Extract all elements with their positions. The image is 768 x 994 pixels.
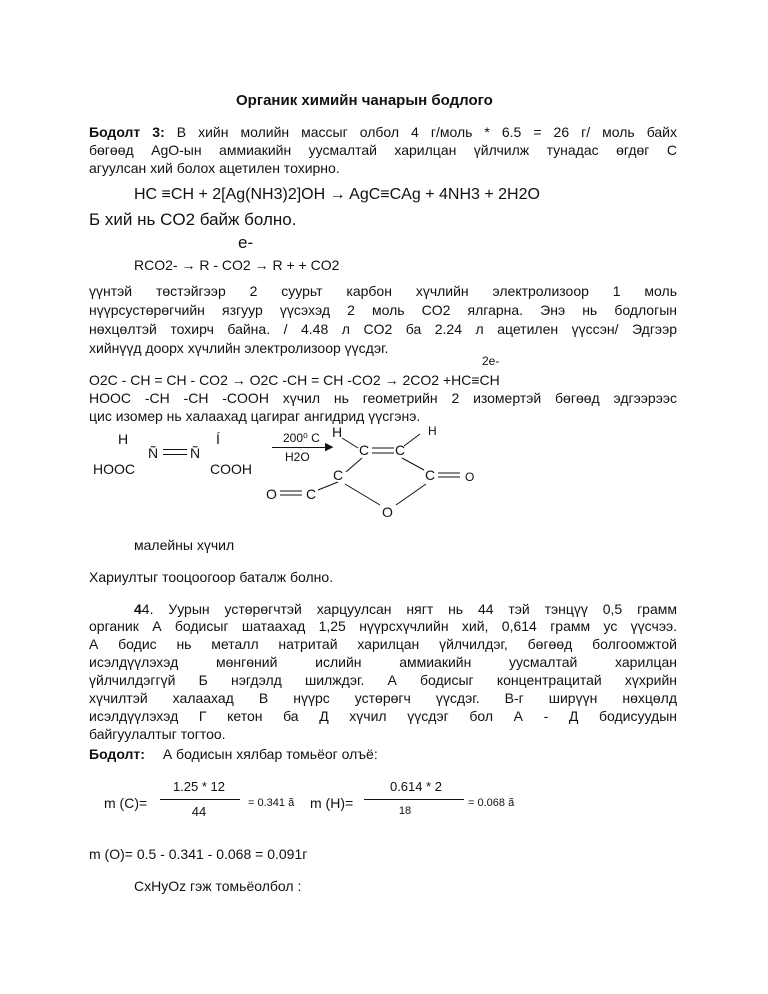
- problem4-line-6: хүчилтэй халаахад В нүүрс устөрөгч үүсдэг. В-г ширүүн нөхцөлд: [89, 690, 677, 706]
- scheme-ring-c2: C: [395, 442, 406, 458]
- solution4-line: [89, 745, 378, 763]
- conclusion-text: Хариултыг тооцоогоор баталж болно.: [89, 569, 334, 585]
- electron-label: e-: [238, 233, 254, 252]
- two-electron-label: 2e-: [482, 354, 500, 368]
- para-line-2: нүүрсустөрөгчийн язгуур үүсэхэд 2 моль CO2 ялгарна. Энэ нь бодлогын: [89, 302, 677, 318]
- isomer-line-2: цис изомер нь халаахад цагираг ангидрид үүсгэнэ.: [89, 408, 421, 424]
- problem4-line-8: байгуулалтыг тогтоо.: [89, 726, 226, 742]
- problem4-line-4: исэлдүүлэхэд мөнгөний ислийн аммиакийн уусмалтай харилцан: [89, 654, 677, 670]
- solution3-intro-1: В хийн молийн массыг олбол 4 г/моль * 6.5 = 26 г/ моль байх: [176, 124, 678, 140]
- para-line-3: нөхцөлтэй тохирч байна. / 4.48 л CO2 ба 2.24 л ацетилен үүссэн/ Эдгээр: [89, 321, 677, 337]
- mass-c-denominator: 44: [191, 804, 207, 819]
- solution3-intro-3: агуулсан хий болох ацетилен тохирно.: [89, 160, 340, 176]
- mass-h-denominator: 18: [398, 805, 412, 817]
- scheme-condition-temp: 200⁰ C: [283, 431, 320, 445]
- formula-line: CxHyOz гэж томьёолбол :: [134, 878, 302, 894]
- para-line-4: хийнүүд доорх хүчлийн электролизоор үүсдэг.: [89, 340, 389, 356]
- mass-h-numerator: 0.614 * 2: [389, 779, 443, 794]
- mass-c-fraction-bar: [160, 799, 240, 800]
- reaction-decarboxylation: O2C - CH = CH - CO2 → O2C -CH = CH -CO2 → 2CO2 +HC≡CH: [89, 372, 500, 388]
- scheme-ring-c1: C: [359, 442, 370, 458]
- scheme-ring-h1: H: [332, 424, 343, 440]
- scheme-arrow-head: ▶: [325, 441, 334, 453]
- page-title: Органик химийн чанарын бодлого: [236, 92, 493, 109]
- para-line-1: үүнтэй төстэйгээр 2 суурьт карбон хүчлийн электролизоор 1 моль: [89, 283, 677, 299]
- solution3-intro-2: бөгөөд AgO-ын аммиакийн уусмалтай харилцан үйлчилж тунадас өгдөг С: [89, 142, 677, 158]
- mass-c-label: m (C)=: [104, 795, 148, 811]
- solution4-text: А бодисын хялбар томьёог олъё:: [162, 746, 378, 762]
- scheme-left-n2: Ñ: [190, 445, 201, 461]
- solution4-label: Бодолт:: [89, 746, 145, 762]
- solution3-label: Бодолт 3:: [89, 124, 165, 140]
- scheme-ring-o-bridge: O: [382, 504, 393, 520]
- mass-h-result: = 0.068 ã: [468, 797, 515, 809]
- scheme-left-h2: Í: [216, 431, 220, 447]
- scheme-ring-c3: C: [333, 467, 344, 483]
- scheme-left-n1: Ñ: [148, 445, 159, 461]
- scheme-condition-h2o: H2O: [285, 450, 310, 464]
- problem4-line-5: үйлчилдэггүй Б нэгдэлд шилждэг. А бодисыг концентрацитай хүхрийн: [89, 672, 677, 688]
- scheme-ring-c4: C: [425, 467, 436, 483]
- problem4-line-3: А бодис нь металл натритай харилцан үйлчилдэг, бөгөөд болгоомжтой: [89, 636, 677, 652]
- mass-h-fraction-bar: [364, 799, 464, 800]
- scheme-left-h1: H: [118, 431, 129, 447]
- problem4-line-2: органик А бодисыг шатаахад 1,25 нүүрсхүчлийн хий, 0,614 грамм ус үүсчээ.: [89, 618, 677, 634]
- reaction-1-text: HC ≡CH + 2[Ag(NH3)2]OH → AgC≡CAg + 4NH3 + 2H2O: [134, 186, 540, 203]
- problem4-line-1-text: 4. Уурын устөрөгчтэй харцуулсан нягт нь 44 тэй тэнцүү 0,5 грамм: [141, 601, 677, 617]
- problem4-line-7: исэлдүүлэхэд Г кетон ба Д хүчил үүсдэг бол А - Д бодисуудын: [89, 708, 677, 724]
- scheme-ring-o-left: O: [266, 486, 277, 502]
- scheme-ring-o-right: O: [465, 470, 475, 484]
- problem4-line-1: 44. Уурын устөрөгчтэй харцуулсан нягт нь 44 тэй тэнцүү 0,5 грамм: [134, 601, 677, 617]
- b-gas-line: Б хий нь CO2 байж болно.: [89, 210, 297, 229]
- scheme-ring-h2: H: [428, 424, 437, 438]
- mass-o-line: m (O)= 0.5 - 0.341 - 0.068 = 0.091г: [89, 846, 308, 862]
- maleic-acid-label: малейны хүчил: [134, 537, 235, 553]
- scheme-cooh: COOH: [210, 461, 252, 477]
- scheme-hooc: HOOC: [93, 461, 135, 477]
- isomer-line-1: HOOC -CH -CH -COOH хүчил нь геометрийн 2 изомертэй бөгөөд эдгээрээс: [89, 390, 677, 406]
- mass-c-numerator: 1.25 * 12: [172, 779, 226, 794]
- mass-c-result: = 0.341 ã: [248, 797, 295, 809]
- reaction-electrolysis: RCO2- → R - CO2 → R + + CO2: [134, 257, 340, 273]
- scheme-ring-c-left: C: [306, 486, 317, 502]
- mass-h-label: m (H)=: [310, 795, 354, 811]
